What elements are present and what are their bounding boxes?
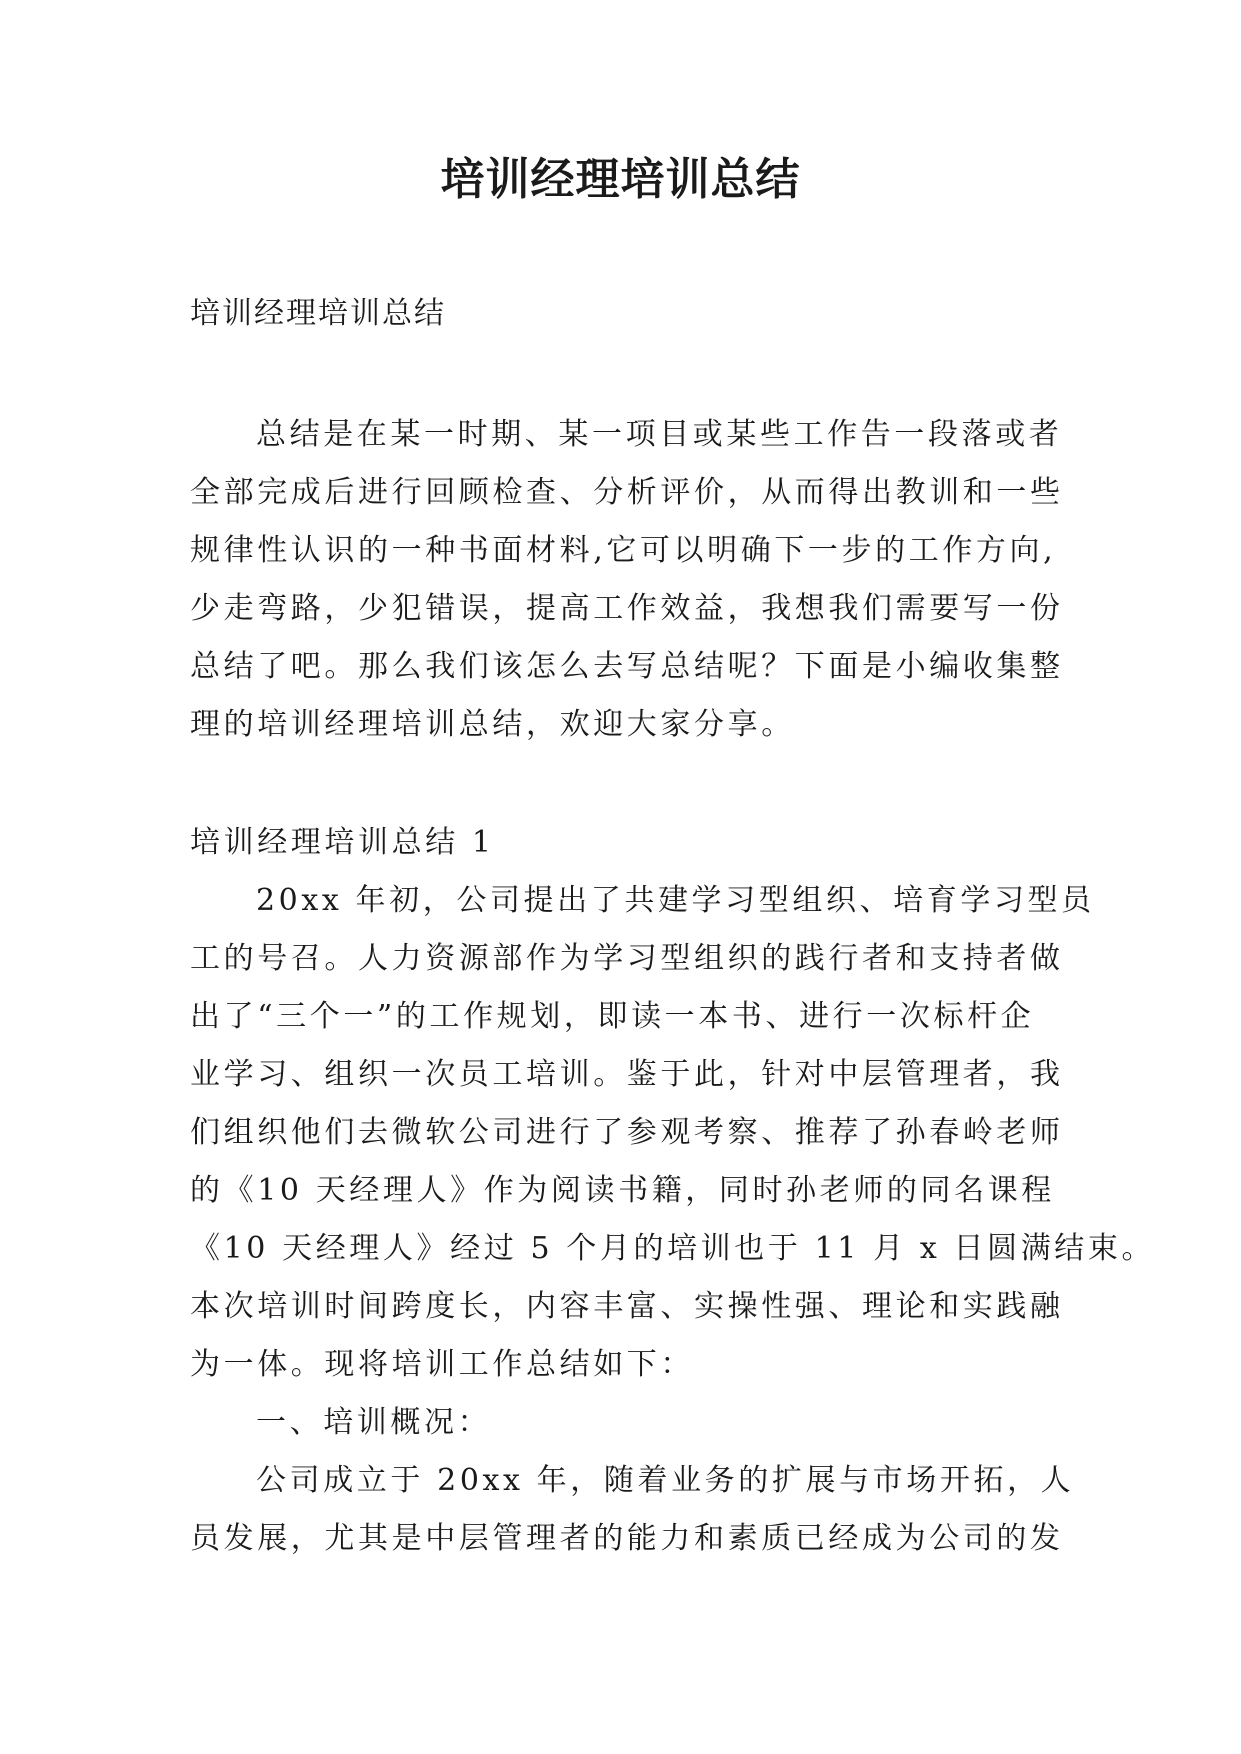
section-1: [190, 814, 1156, 1568]
paragraph-line: 为一体。现将培训工作总结如下：: [190, 1347, 694, 1382]
paragraph-line: 工的号召。人力资源部作为学习型组织的践行者和支持者做: [190, 941, 1064, 976]
paragraph-line: 的《10 天经理人》作为阅读书籍，同时孙老师的同名课程: [190, 1173, 1055, 1208]
paragraph-line: 《10 天经理人》经过 5 个月的培训也于 11 月 x 日圆满结束。: [190, 1231, 1156, 1266]
paragraph-line: 出了“三个一”的工作规划，即读一本书、进行一次标杆企: [190, 999, 1035, 1034]
paragraph-line: 理的培训经理培训总结，欢迎大家分享。: [190, 707, 795, 742]
intro-paragraph: [190, 406, 1064, 754]
paragraph-line: 全部完成后进行回顾检查、分析评价，从而得出教训和一些: [190, 475, 1064, 510]
paragraph-line: 公司成立于 20xx 年，随着业务的扩展与市场开拓，人: [256, 1463, 1075, 1498]
section-heading: 培训经理培训总结 1: [190, 825, 495, 860]
paragraph-line: 20xx 年初，公司提出了共建学习型组织、培育学习型员: [256, 883, 1095, 918]
paragraph-line: 少走弯路，少犯错误，提高工作效益，我想我们需要写一份: [190, 591, 1064, 626]
document-subtitle: 培训经理培训总结: [190, 296, 446, 331]
paragraph-line: 员发展，尤其是中层管理者的能力和素质已经成为公司的发: [190, 1521, 1064, 1556]
paragraph-line: 总结了吧。那么我们该怎么去写总结呢？下面是小编收集整: [190, 649, 1064, 684]
paragraph-line: 们组织他们去微软公司进行了参观考察、推荐了孙春岭老师: [190, 1115, 1064, 1150]
paragraph-line: 本次培训时间跨度长，内容丰富、实操性强、理论和实践融: [190, 1289, 1064, 1324]
paragraph-line: 规律性认识的一种书面材料,它可以明确下一步的工作方向,: [190, 533, 1057, 568]
paragraph-line: 总结是在某一时期、某一项目或某些工作告一段落或者: [256, 417, 1063, 452]
paragraph-line: 业学习、组织一次员工培训。鉴于此，针对中层管理者，我: [190, 1057, 1064, 1092]
document-title: 培训经理培训总结: [440, 154, 801, 205]
list-heading: 一、培训概况：: [256, 1405, 492, 1440]
